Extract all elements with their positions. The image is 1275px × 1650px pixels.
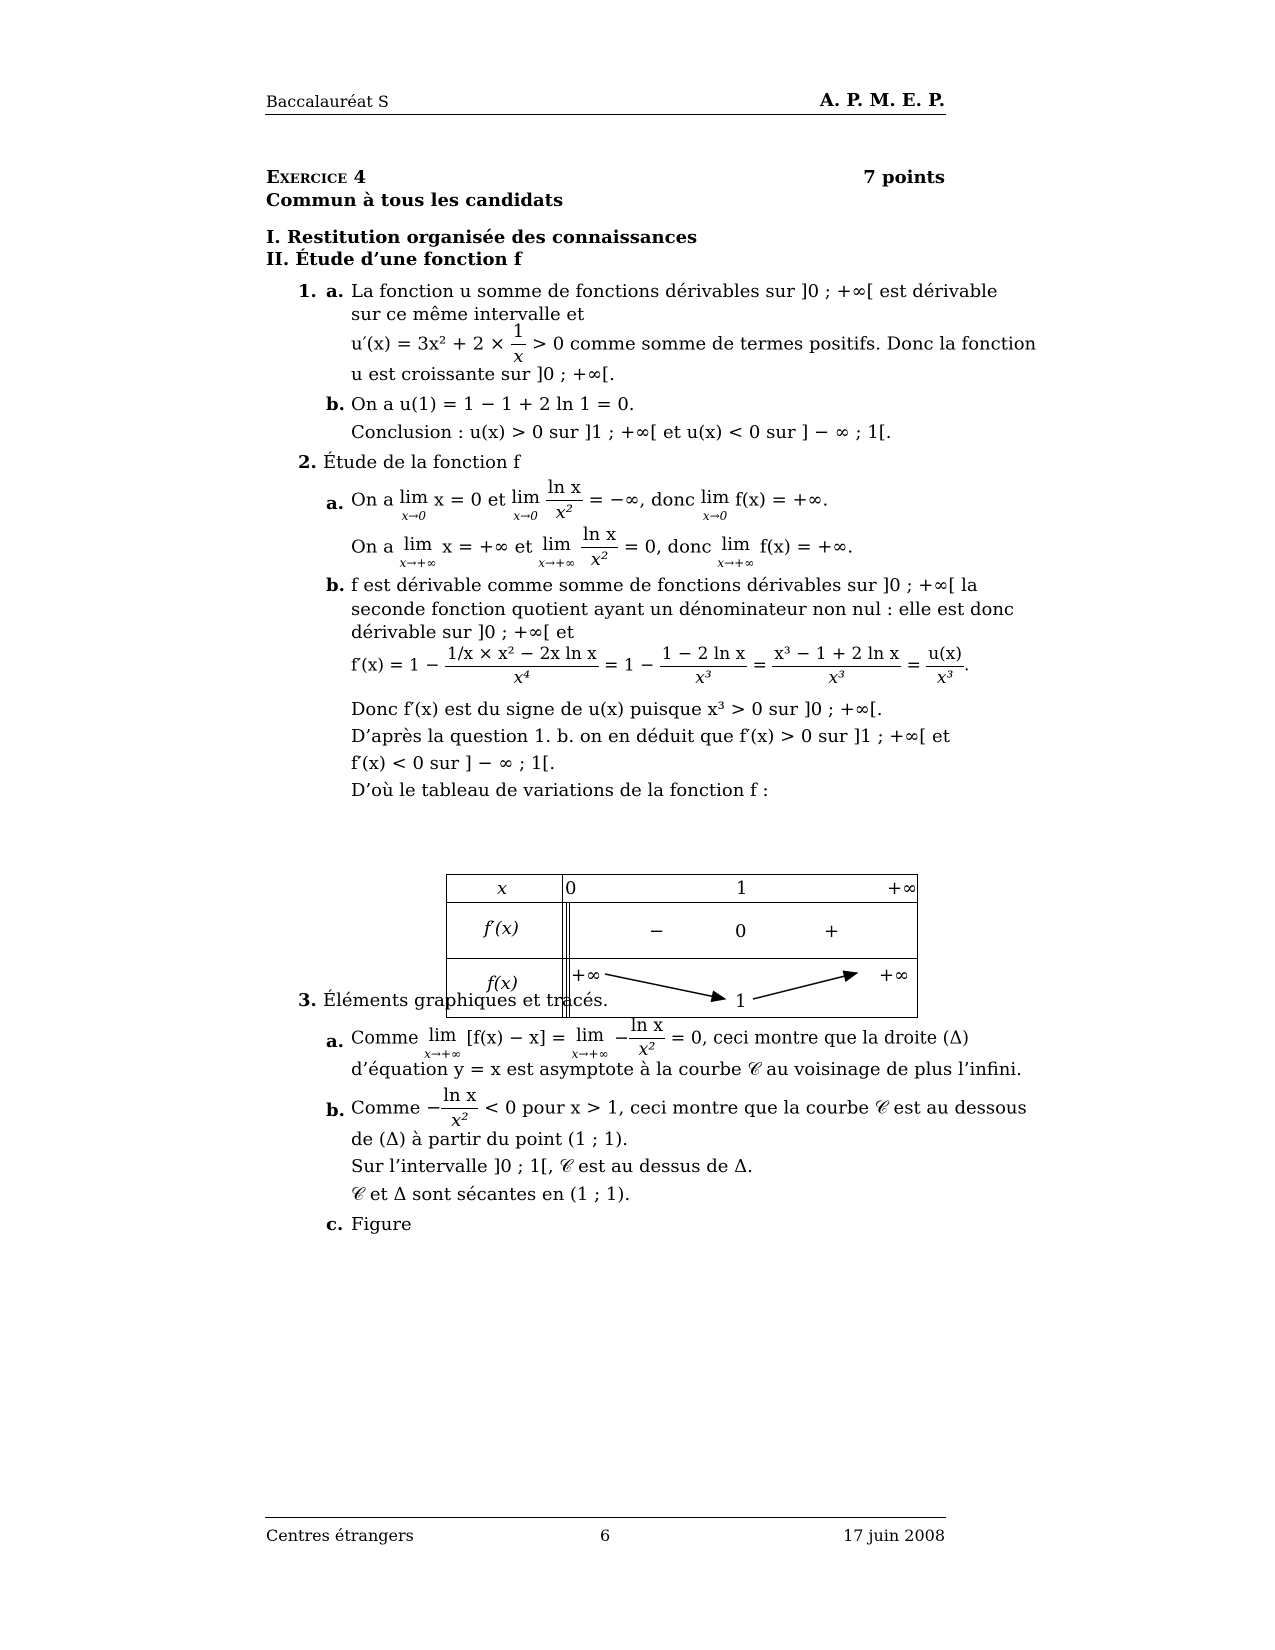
q3b-label: b. xyxy=(326,1100,345,1121)
limit-x-to-inf: lim x→+∞ xyxy=(399,534,437,571)
q2b-line5: Donc f′(x) est du signe de u(x) puisque x³ > 0 sur ]0 ; +∞[. xyxy=(351,699,883,720)
footer-right: 17 juin 2008 xyxy=(843,1526,945,1545)
minus-sign: − xyxy=(614,1028,629,1049)
q2a-text: x = +∞ et xyxy=(442,536,533,558)
q3-title: Éléments graphiques et tracés. xyxy=(323,990,609,1011)
sign-zero: 0 xyxy=(735,921,747,942)
ln-x-over-x2: $\frac{\text{ln x}}{\text{x²}}$ xyxy=(630,1016,664,1061)
derivative-frac-1: $\frac{\text{1/x × x² − 2x ln x}}{\text{x⁴}}$ xyxy=(446,644,597,688)
footer-rule xyxy=(265,1517,946,1518)
q3a-label: a. xyxy=(326,1031,344,1052)
q1a-line4: u est croissante sur ]0 ; +∞[. xyxy=(351,364,615,385)
q1b-line2: Conclusion : u(x) > 0 sur ]1 ; +∞[ et u(x) < 0 sur ] − ∞ ; 1[. xyxy=(351,422,892,443)
header-left: Baccalauréat S xyxy=(266,92,389,111)
q1b-line1: On a u(1) = 1 − 1 + 2 ln 1 = 0. xyxy=(351,394,635,415)
q2-number: 2. xyxy=(298,452,317,473)
q1-number: 1. xyxy=(298,281,317,302)
q3a-text: [f(x) − x] = xyxy=(466,1028,567,1049)
q2a-line2 xyxy=(351,525,853,570)
ln-x-over-x2: $\frac{\text{ln x}}{\text{x²}}$ xyxy=(443,1085,477,1131)
q3b-line3: Sur l’intervalle ]0 ; 1[, 𝒞 est au dessus de Δ. xyxy=(351,1156,753,1177)
q2b-line1: f est dérivable comme somme de fonctions dérivables sur ]0 ; +∞[ la xyxy=(351,575,978,596)
exercise-subtitle: Commun à tous les candidats xyxy=(266,190,564,211)
q3-number: 3. xyxy=(298,990,317,1011)
q3b-line4: 𝒞 et Δ sont sécantes en (1 ; 1). xyxy=(351,1184,631,1205)
header-right: A. P. M. E. P. xyxy=(819,90,945,111)
q2-title: Étude de la fonction f xyxy=(323,452,520,473)
q3b-line2: de (Δ) à partir du point (1 ; 1). xyxy=(351,1129,628,1150)
sign-negative: − xyxy=(649,921,665,942)
q1a-line3 xyxy=(351,322,1036,367)
q3a-line2: d’équation y = x est asymptote à la courbe 𝒞 au voisinage de plus l’infini. xyxy=(351,1059,1022,1080)
equals-sign: = 1 − xyxy=(604,655,655,676)
table-f-label: f(x) xyxy=(487,973,518,994)
table-xinf: +∞ xyxy=(887,878,918,899)
q2b-line8: D’où le tableau de variations de la fonction f : xyxy=(351,780,769,801)
f-min-value: 1 xyxy=(735,991,747,1012)
q1a-line1: La fonction u somme de fonctions dérivables sur ]0 ; +∞[ est dérivable xyxy=(351,281,998,302)
q2a-line1 xyxy=(351,478,828,523)
exercise-points: 7 points xyxy=(863,167,945,188)
q2b-line2: seconde fonction quotient ayant un dénominateur non nul : elle est donc xyxy=(351,599,1015,620)
q1a-derivative: u′(x) = 3x² + 2 × xyxy=(351,333,506,355)
sign-positive: + xyxy=(824,921,840,942)
period: . xyxy=(964,655,970,676)
limit-x-to-0: lim x→0 xyxy=(399,487,429,524)
q3b-line1 xyxy=(351,1086,1027,1131)
f-left-value: +∞ xyxy=(571,965,602,986)
q2a-text: On a xyxy=(351,489,394,511)
q1a-fraction: $\frac{1}{x}$ xyxy=(512,321,525,367)
limit-x-to-0: lim x→0 xyxy=(700,487,730,524)
q2a-text: f(x) = +∞. xyxy=(759,536,854,558)
table-x1: 1 xyxy=(736,878,748,899)
derivative-frac-4: $\frac{u(x)}{\text{x³}}$ xyxy=(928,644,963,688)
limit-x-to-0: lim x→0 xyxy=(511,487,540,524)
derivative-lhs: f′(x) = 1 − xyxy=(351,655,440,676)
exercise-title: Exercice 4 xyxy=(266,167,366,188)
q1a-label: a. xyxy=(326,281,344,302)
decreasing-arrow xyxy=(605,974,725,999)
q1a-line2: sur ce même intervalle et xyxy=(351,304,585,325)
q2a-text: f(x) = +∞. xyxy=(735,489,829,511)
q2a-label: a. xyxy=(326,493,344,514)
q2a-text: On a xyxy=(351,536,394,558)
q2a-text: = 0, donc xyxy=(623,536,712,558)
page-number: 6 xyxy=(600,1526,611,1545)
header-rule xyxy=(265,114,946,115)
part2-heading: II. Étude d’une fonction f xyxy=(266,249,522,270)
q3a-text: = 0, ceci montre que la droite (Δ) xyxy=(670,1028,969,1049)
limit-x-to-inf: lim x→+∞ xyxy=(717,534,755,571)
footer-left: Centres étrangers xyxy=(266,1526,414,1545)
q3b-text: Comme − xyxy=(351,1097,442,1119)
q1b-label: b. xyxy=(326,394,345,415)
q2b-line6: D’après la question 1. b. on en déduit que f′(x) > 0 sur ]1 ; +∞[ et xyxy=(351,726,950,747)
equals-sign: = xyxy=(906,655,921,676)
q3c-label: c. xyxy=(326,1214,344,1235)
q1a-conclusion: > 0 comme somme de termes positifs. Donc la fonction xyxy=(531,333,1037,355)
ln-x-over-x2: $\frac{\text{ln x}}{\text{x²}}$ xyxy=(582,524,617,570)
derivative-frac-2: $\frac{\text{1 − 2 ln x}}{\text{x³}}$ xyxy=(661,644,746,688)
q2b-derivative xyxy=(351,645,969,687)
q3c-text: Figure xyxy=(351,1214,412,1235)
limit-x-to-inf: lim x→+∞ xyxy=(424,1025,461,1062)
q3a-line1 xyxy=(351,1017,969,1061)
ln-x-over-x2: $\frac{\text{ln x}}{\text{x²}}$ xyxy=(547,477,581,523)
q3a-text: Comme xyxy=(351,1028,419,1049)
f-right-value: +∞ xyxy=(879,965,910,986)
limit-x-to-inf: lim x→+∞ xyxy=(571,1025,609,1062)
derivative-frac-3: $\frac{\text{x³ − 1 + 2 ln x}}{\text{x³}}$ xyxy=(774,644,900,688)
increasing-arrow xyxy=(753,973,857,999)
q2b-line7: f′(x) < 0 sur ] − ∞ ; 1[. xyxy=(351,753,556,774)
q2b-label: b. xyxy=(326,575,345,596)
part1-heading: I. Restitution organisée des connaissances xyxy=(266,227,698,248)
limit-x-to-inf: lim x→+∞ xyxy=(538,534,576,571)
table-fprime-label: f′(x) xyxy=(484,918,519,939)
q2a-text: = −∞, donc xyxy=(588,489,696,511)
q2a-text: x = 0 et xyxy=(433,489,506,511)
q2b-line3: dérivable sur ]0 ; +∞[ et xyxy=(351,622,574,643)
equals-sign: = xyxy=(752,655,767,676)
table-x0: 0 xyxy=(565,878,577,899)
table-x-label: x xyxy=(497,878,508,899)
q3b-text: < 0 pour x > 1, ceci montre que la courbe 𝒞 est au dessous xyxy=(484,1097,1027,1119)
